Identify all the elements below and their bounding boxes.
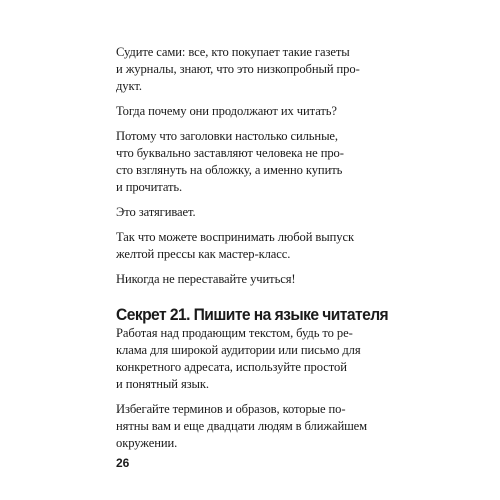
body-text-section-1: [116, 44, 388, 296]
text-line: Избегайте терминов и образов, которые по-: [116, 402, 346, 416]
text-line: клама для широкой аудитории или письмо для: [116, 343, 361, 357]
page-number: 26: [116, 456, 130, 470]
text-line: что буквально заставляют человека не про-: [116, 146, 344, 160]
text-line: сто взглянуть на обложку, а именно купить: [116, 163, 343, 177]
text-line: Работая над продающим текстом, будь то ре-: [116, 326, 353, 340]
text-line: дукт.: [116, 79, 142, 93]
paragraph: [116, 103, 388, 120]
paragraph: [116, 401, 388, 452]
paragraph: [116, 271, 388, 288]
text-line: нятны вам и еще двадцати людям в ближайшем: [116, 419, 368, 433]
paragraph: [116, 204, 388, 221]
text-line: Это затягивает.: [116, 205, 196, 219]
text-line: Потому что заголовки настолько сильные,: [116, 129, 338, 143]
text-line: и журналы, знают, что это низкопробный про-: [116, 62, 360, 76]
text-line: конкретного адресата, используйте простой: [116, 360, 347, 374]
text-line: и прочитать.: [116, 180, 183, 194]
paragraph: [116, 44, 388, 95]
text-line: Никогда не переставайте учиться!: [116, 272, 296, 286]
text-line: Судите сами: все, кто покупает такие газеты: [116, 45, 350, 59]
paragraph: [116, 229, 388, 263]
text-line: желтой прессы как мастер-класс.: [116, 247, 291, 261]
text-line: окружении.: [116, 436, 178, 450]
body-text-section-2: [116, 325, 388, 460]
section-heading: Секрет 21. Пишите на языке читателя: [116, 304, 389, 324]
text-line: Так что можете воспринимать любой выпуск: [116, 230, 354, 244]
paragraph: [116, 325, 388, 393]
text-line: и понятный язык.: [116, 377, 209, 391]
paragraph: [116, 128, 388, 196]
text-line: Тогда почему они продолжают их читать?: [116, 104, 337, 118]
